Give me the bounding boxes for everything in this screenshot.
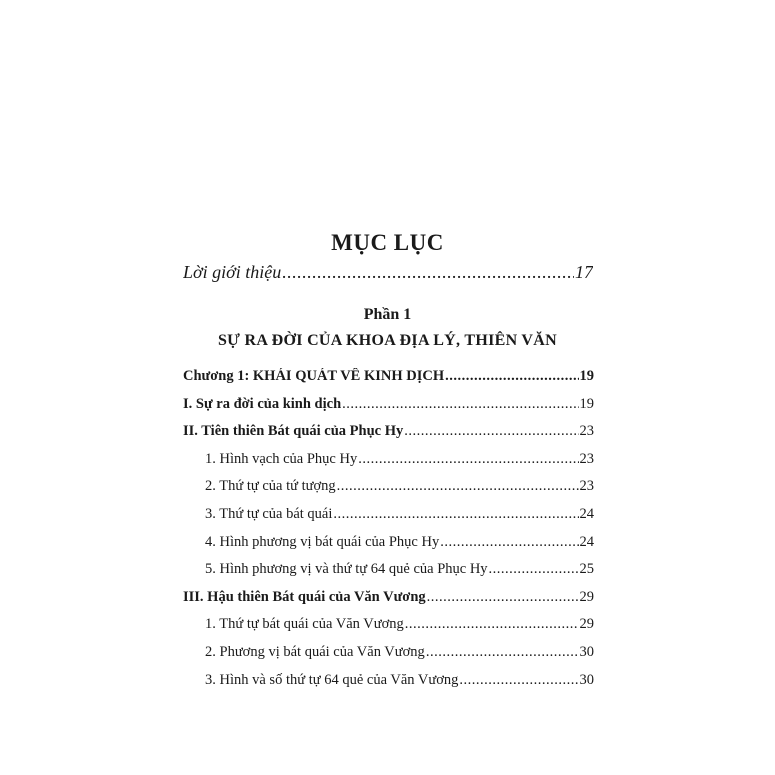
toc-page-number: 24: [579, 533, 594, 550]
toc-entry-label: 3. Thứ tự của bát quái: [205, 506, 333, 522]
toc-leader-dots: [333, 506, 578, 523]
toc-leader-dots: [337, 478, 579, 495]
toc-page-number: 23: [579, 423, 594, 440]
toc-entry-label: 1. Hình vạch của Phục Hy: [205, 450, 358, 467]
toc-page-number: 25: [579, 561, 594, 578]
toc-entry-sub[interactable]: [205, 506, 594, 528]
toc-entry-label: III. Hậu thiên Bát quái của Văn Vương: [183, 588, 426, 605]
toc-leader-dots: [489, 561, 579, 578]
page-title: MỤC LỤC: [331, 230, 444, 255]
toc-entry-sub[interactable]: [205, 534, 594, 556]
toc-page-number: 24: [579, 506, 594, 522]
toc-page-number: 19: [579, 395, 594, 412]
toc-entry-label: 5. Hình phương vị và thứ tự 64 quẻ của Phục Hy: [205, 561, 488, 578]
toc-entry-sub[interactable]: [205, 616, 594, 638]
toc-entry-label: 3. Hình và số thứ tự 64 quẻ của Văn Vương: [205, 671, 459, 688]
toc-leader-dots: [342, 396, 578, 413]
toc-page-number: 29: [579, 588, 594, 605]
toc-entry-sub[interactable]: [205, 561, 594, 583]
toc-entry-section[interactable]: [183, 396, 594, 418]
toc-entry-section[interactable]: [183, 589, 594, 611]
toc-page-number: 30: [579, 671, 594, 688]
toc-entry-sub[interactable]: [205, 451, 594, 473]
toc-entry-label: II. Tiên thiên Bát quái của Phục Hy: [183, 423, 404, 440]
toc-leader-dots: [426, 644, 579, 661]
toc-entry-label: 2. Thứ tự của tứ tượng: [205, 478, 336, 495]
toc-entry-label: 2. Phương vị bát quái của Văn Vương: [205, 644, 425, 660]
toc-page-number: 23: [579, 450, 594, 467]
toc-page-number: 23: [579, 478, 594, 495]
toc-leader-dots: [405, 616, 579, 633]
toc-entry-label: 1. Thứ tự bát quái của Văn Vương: [205, 616, 404, 633]
part-title: SỰ RA ĐỜI CỦA KHOA ĐỊA LÝ, THIÊN VĂN: [217, 332, 557, 349]
toc-page-number: 30: [579, 644, 594, 660]
toc-entry-label: 4. Hình phương vị bát quái của Phục Hy: [205, 533, 440, 550]
toc-entry-chapter[interactable]: [183, 368, 594, 390]
toc-page-number: 17: [575, 262, 593, 282]
toc-leader-dots: [404, 423, 578, 440]
toc-entry-label: I. Sự ra đời của kinh dịch: [183, 395, 342, 412]
toc-leader-dots: [445, 368, 578, 385]
toc-entry-sub[interactable]: [205, 644, 594, 666]
toc-leader-dots: [358, 451, 578, 468]
toc-entry-intro[interactable]: [183, 262, 593, 283]
toc-entry-label: Chương 1: KHÁI QUÁT VỀ KINH DỊCH: [183, 368, 445, 384]
toc-leader-dots: [282, 262, 574, 283]
toc-entry-sub[interactable]: [205, 478, 594, 500]
toc-page-number: 29: [579, 616, 594, 633]
toc-leader-dots: [440, 534, 578, 551]
toc-leader-dots: [459, 672, 578, 689]
toc-entry-label: Lời giới thiệu: [183, 262, 282, 282]
part-label: Phần 1: [363, 306, 412, 323]
toc-page-number: 19: [579, 368, 594, 384]
toc-leader-dots: [427, 589, 579, 606]
toc-entry-sub[interactable]: [205, 672, 594, 694]
toc-entry-section[interactable]: [183, 423, 594, 445]
